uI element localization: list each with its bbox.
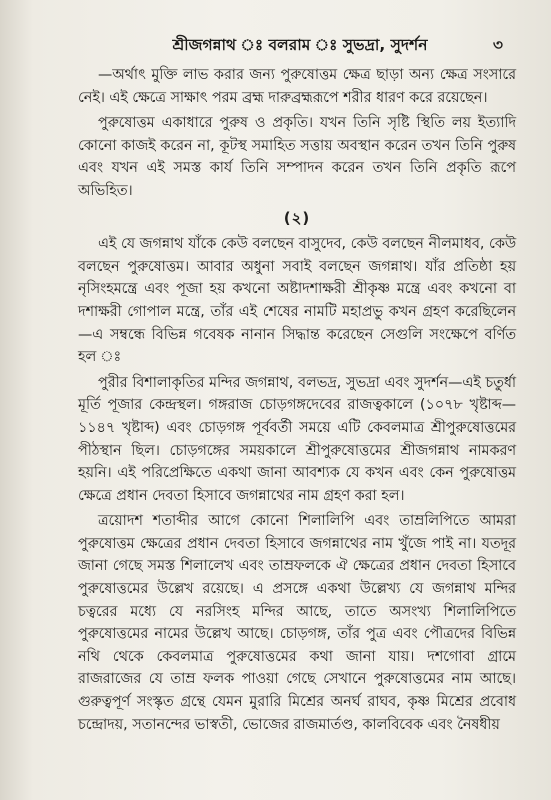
page-number: ৩	[492, 36, 503, 54]
page-body	[78, 64, 516, 739]
paragraph-3: এই যে জগন্নাথ যাঁকে কেউ বলছেন বাসুদেব, কেউ বলছেন নীলমাধব, কেউ বলছেন পুরুষোত্তম। আবার অধুনা সবাই বলছেন জগন্নাথ। যাঁর প্রতিষ্ঠা হয় নৃসিংহমন্ত্রে এবং পূজা হয় কখনো অষ্টাদশাক্ষরী শ্রীকৃষ্ণ মন্ত্রে এবং কখনো বা দশাক্ষরী গোপাল মন্ত্রে, তাঁর এই শেষের নামটি মহাপ্রভু কখন গ্রহণ করেছিলেন—এ সম্বন্ধে বিভিন্ন গবেষক নানান সিদ্ধান্ত করেছেন সেগুলি সংক্ষেপে বর্ণিত হল ঃ	[78, 236, 516, 366]
page-header	[0, 33, 551, 57]
paragraph-4: পুরীর বিশালাকৃতির মন্দির জগন্নাথ, বলভদ্র, সুভদ্রা এবং সুদর্শন—এই চতুর্ধা মূর্তি পূজার কেন্দ্রস্থল। গঙ্গরাজ চোড়গঙ্গদেবের রাজত্বকালে (১০৭৮ খৃষ্টাব্দ—১১৪৭ খৃষ্টাব্দ) এবং চোড়গঙ্গ পূর্ববর্তী সময়ে এটি কেবলমাত্র শ্রীপুরুষোত্তমের পীঠস্থান ছিল। চোড়গঙ্গের সময়কালে শ্রীপুরুষোত্তমের শ্রীজগন্নাথ নামকরণ হয়নি। এই পরিপ্রেক্ষিতে একথা জানা আবশ্যক যে কখন এবং কেন পুরুষোত্তম ক্ষেত্রে প্রধান দেবতা হিসাবে জগন্নাথের নাম গ্রহণ করা হল।	[78, 374, 516, 504]
paragraph-1: —অর্থাৎ মুক্তি লাভ করার জন্য পুরুষোত্তম ক্ষেত্র ছাড়া অন্য ক্ষেত্র সংসারে নেই। এই ক্ষেত্রে সাক্ষাৎ পরম ব্রহ্ম দারুব্রহ্মরূপে শরীর ধারণ করে রয়েছেন।	[78, 67, 516, 106]
running-head: শ্রীজগন্নাথ ঃ বলরাম ঃ সুভদ্রা, সুদর্শন	[172, 36, 428, 54]
paragraph-2: পুরুষোত্তম একাধারে পুরুষ ও প্রকৃতি। যখন তিনি সৃষ্টি স্থিতি লয় ইত্যাদি কোনো কাজই করেন না, কূটস্থ সমাহিত সত্তায় অবস্থান করেন তখন তিনি পুরুষ এবং যখন এই সমস্ত কার্য তিনি সম্পাদন করেন তখন তিনি প্রকৃতি রূপে অভিহিত।	[78, 115, 516, 199]
section-number: (২)	[283, 208, 311, 227]
paragraph-5: ত্রয়োদশ শতাব্দীর আগে কোনো শিলালিপি এবং তাম্রলিপিতে আমরা পুরুষোত্তম ক্ষেত্রের প্রধান দেবতা হিসাবে জগন্নাথের নাম খুঁজে পাই না। যতদূর জানা গেছে সমস্ত শিলালেখ এবং তাম্রফলকে ঐ ক্ষেত্রের প্রধান দেবতা হিসাবে পুরুষোত্তমের উল্লেখ রয়েছে। এ প্রসঙ্গে একথা উল্লেখ্য যে জগন্নাথ মন্দির চত্বরের মধ্যে যে নরসিংহ মন্দির আছে, তাতে অসংখ্য শিলালিপিতে পুরুষোত্তমের নামের উল্লেখ আছে। চোড়গঙ্গ, তাঁর পুত্র এবং পৌত্রদের বিভিন্ন নথি থেকে কেবলমাত্র পুরুষোত্তমের কথা জানা যায়। দশগোবা গ্রামে রাজরাজের যে তাম্র ফলক পাওয়া গেছে সেখানে পুরুষোত্তমের নাম আছে। গুরুত্বপূর্ণ সংস্কৃত গ্রন্থে যেমন মুরারি মিশ্রের অনর্ঘ রাঘব, কৃষ্ণ মিশ্রের প্রবোধ চন্দ্রোদয়, সতানন্দের ভাস্বতী, ভোজের রাজমার্তণ্ড, কালবিবেক এবং নৈষধীয়	[78, 513, 516, 733]
